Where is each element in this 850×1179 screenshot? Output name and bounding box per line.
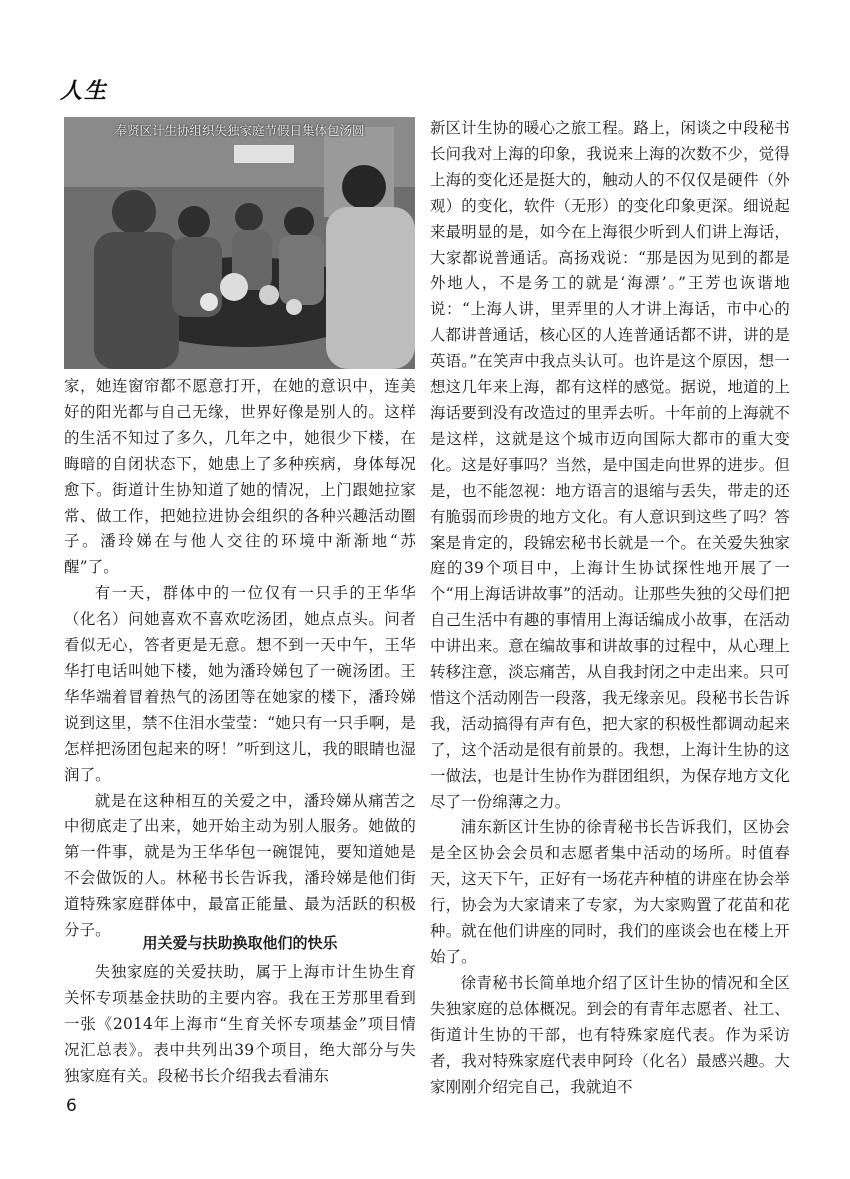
right-column xyxy=(430,116,790,1100)
paragraph: 浦东新区计生协的徐青秘书长告诉我们，区协会是全区协会会员和志愿者集中活动的场所。时值春天，这天下午，正好有一场花卉种植的讲座在协会举行，协会为大家请来了专家，为大家购置了花苗和花种。就在他们讲座的同时，我们的座谈会也在楼上开始了。 xyxy=(430,818,790,966)
left-column-bottom xyxy=(64,960,416,1090)
paragraph: 徐青秘书长简单地介绍了区计生协的情况和全区失独家庭的总体概况。到会的有青年志愿者、社工、街道计生协的干部，也有特殊家庭代表。作为采访者，我对特殊家庭代表申阿玲（化名）最感兴趣。大家刚刚介绍完自己，我就迫不 xyxy=(430,973,790,1096)
paragraph: 家，她连窗帘都不愿意打开，在她的意识中，连美好的阳光都与自己无缘，世界好像是别人的。这样的生活不知过了多久，几年之中，她很少下楼，在晦暗的自闭状态下，她患上了多种疾病，身体每况愈下。街道计生协知道了她的情况，上门跟她拉家常、做工作，把她拉进协会组织的各种兴趣活动圈子。潘玲娣在与他人交往的环境中渐渐地“苏醒”了。 xyxy=(64,377,416,577)
paragraph: 有一天，群体中的一位仅有一只手的王华华（化名）问她喜欢不喜欢吃汤团，她点点头。问者看似无心，答者更是无意。想不到一天中午，王华华打电话叫她下楼，她为潘玲娣包了一碗汤团。王华华端着冒着热气的汤团等在她家的楼下，潘玲娣说到这里，禁不住泪水莹莹：“她只有一只手啊，是怎样把汤团包起来的呀！”听到这儿，我的眼睛也湿润了。 xyxy=(64,584,416,784)
article-photo xyxy=(64,117,415,369)
page-number: 6 xyxy=(66,1096,77,1116)
section-mark: 人生 xyxy=(60,79,109,104)
paragraph: 就是在这种相互的关爱之中，潘玲娣从痛苦之中彻底走了出来，她开始主动为别人服务。她做的第一件事，就是为王华华包一碗馄饨，要知道她是不会做饭的人。林秘书长告诉我，潘玲娣是他们街道特殊家庭群体中，最富正能量、最为活跃的积极分子。 xyxy=(64,791,416,940)
photo-caption: 奉贤区计生协组织失独家庭节假日集体包汤圆 xyxy=(114,123,365,138)
photo-illustration xyxy=(64,117,415,369)
paragraph: 新区计生协的暖心之旅工程。路上，闲谈之中段秘书长问我对上海的印象，我说来上海的次数不少，觉得上海的变化还是挺大的，触动人的不仅仅是硬件（外观）的变化，软件（无形）的变化印象更深。细说起来最明显的是，如今在上海很少听到人们讲上海话，大家都说普通话。高扬戏说：“那是因为见到的都是外地人，不是务工的就是‘海漂’。”王芳也诙谐地说：“上海人讲，里弄里的人才讲上海话，市中心的人都讲普通话，核心区的人连普通话都不讲，讲的是英语。”在笑声中我点头认可。也许是这个原因，想一想这几年来上海，都有这样的感觉。据说，地道的上海话要到没有改造过的里弄去听。十年前的上海就不是这样，这就是这个城市迈向国际大都市的重大变化。这是好事吗？当然，是中国走向世界的进步。但是，也不能忽视：地方语言的退缩与丢失，带走的还有脆弱而珍贵的地方文化。有人意识到这些了吗？答案是肯定的，段锦宏秘书长就是一个。在关爱失独家庭的39个项目中，上海计生协试探性地开展了一个“用上海话讲故事”的活动。让那些失独的父母们把自己生活中有趣的事情用上海话编成小故事，在活动中讲出来。意在编故事和讲故事的过程中，从心理上转移注意，淡忘痛苦，从自我封闭之中走出来。只可惜这个活动刚告一段落，我无缘亲见。段秘书长告诉我，活动搞得有声有色，把大家的积极性都调动起来了，这个活动是很有前景的。我想，上海计生协的这一做法，也是计生协作为群团组织，为保存地方文化尽了一份绵薄之力。 xyxy=(430,119,790,811)
left-column-top xyxy=(64,374,416,944)
section-subheading: 用关爱与扶助换取他们的快乐 xyxy=(142,934,338,952)
paragraph: 失独家庭的关爱扶助，属于上海市计生协生育关怀专项基金扶助的主要内容。我在王芳那里看到一张《2014年上海市“生育关怀专项基金”项目情况汇总表》。表中共列出39个项目，绝大部分与失独家庭有关。段秘书长介绍我去看浦东 xyxy=(64,963,416,1085)
